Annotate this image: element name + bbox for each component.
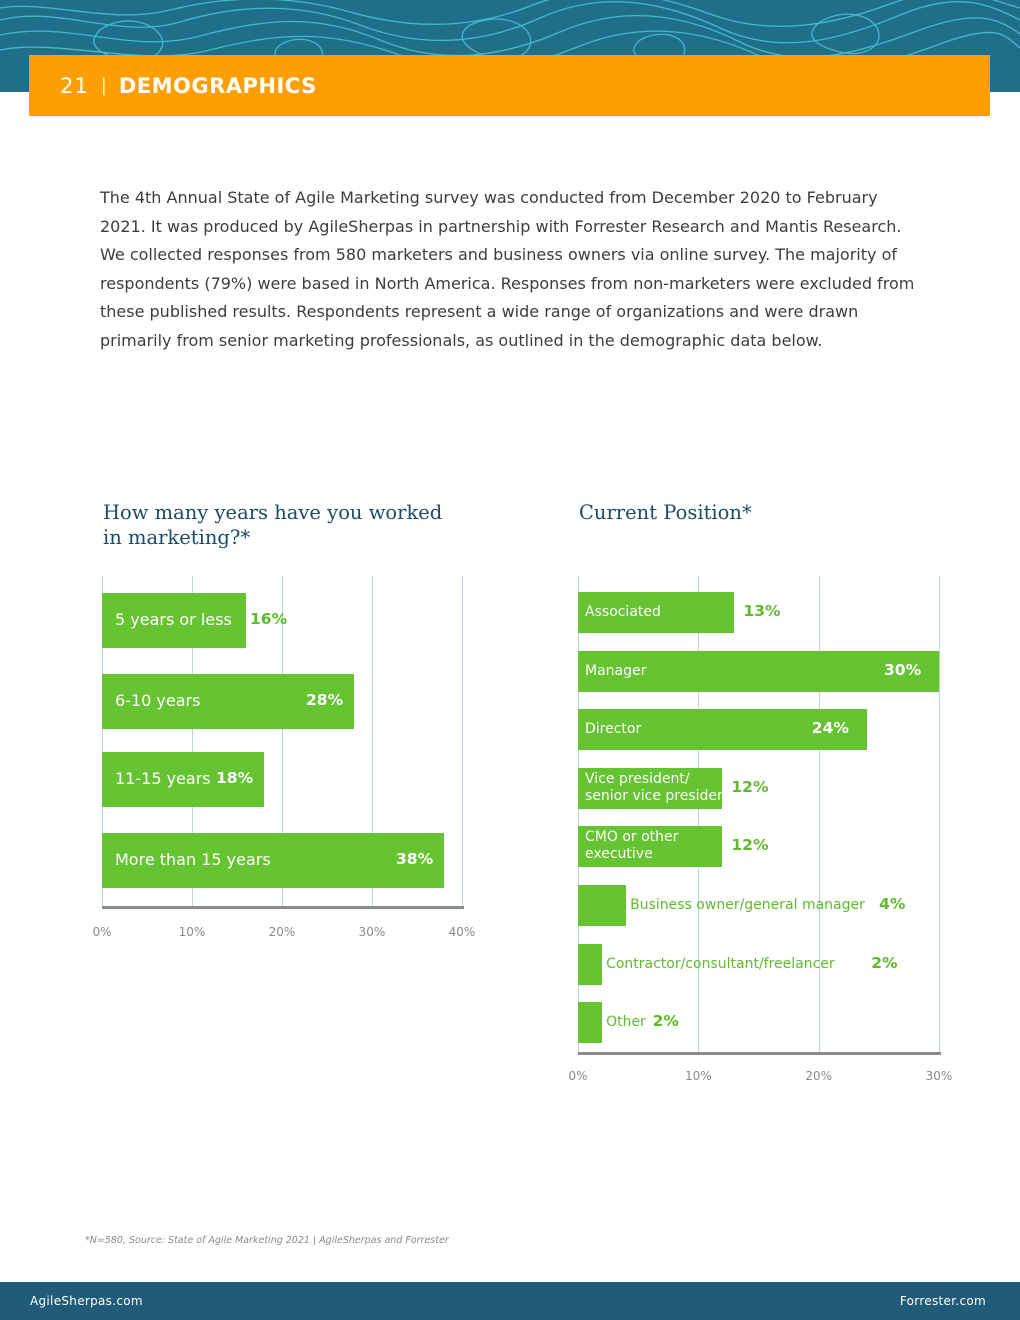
x-tick-label: 0% [92, 925, 112, 939]
bar-category-label-line: executive [585, 846, 653, 862]
bar [578, 944, 602, 985]
bar-value-label: 16% [250, 610, 288, 628]
bar [578, 1002, 602, 1043]
bar-category-label-line: Associated [585, 604, 661, 620]
bar-category-label: Business owner/general manager [630, 897, 865, 913]
gridline [819, 576, 820, 1052]
footer-right-link[interactable]: Forrester.com [899, 1294, 986, 1308]
bar-value-label: 4% [879, 895, 906, 913]
footer-left-link[interactable]: AgileSherpas.com [30, 1294, 143, 1308]
header-separator: | [100, 75, 107, 96]
intro-paragraph: The 4th Annual State of Agile Marketing survey was conducted from December 2020 to February 2021. It was produced by AgileSherpas in partnership with Forrester Research and Mantis Research. We collected responses from 580 marketers and business owners via online survey. The majority of respondents (79%) were based in North America. Responses from non-marketers were excluded from these published results. Respondents represent a wide range of organizations and were drawn primarily from senior marketing professionals, as outlined in the demographic data below. [100, 188, 915, 350]
page-number: 21 [60, 73, 89, 98]
bar-category-label-line: Vice president/ [585, 771, 690, 787]
gridline [462, 576, 463, 906]
years-in-marketing-chart [92, 576, 476, 939]
footer-bar [0, 1282, 1020, 1320]
x-tick-label: 30% [925, 1069, 953, 1083]
bar-value-label: 30% [884, 661, 922, 679]
bar-category-label-line: Manager [585, 663, 647, 679]
bar-category-label: Other [606, 1014, 646, 1030]
x-tick-label: 10% [178, 925, 206, 939]
bar-value-label: 24% [811, 719, 849, 737]
chart2-title: Current Position* [579, 501, 752, 524]
gridline [698, 576, 699, 1052]
section-title: DEMOGRAPHICS [118, 73, 317, 98]
chart1-title: How many years have you worked in marketing?* [103, 501, 443, 549]
bar-category-label: More than 15 years [115, 850, 271, 869]
bar-value-label: 12% [731, 836, 769, 854]
bar-category-label [585, 771, 731, 805]
bar-value-label: 38% [396, 850, 434, 868]
bar-value-label: 2% [652, 1012, 679, 1030]
x-tick-label: 40% [448, 925, 476, 939]
bar-category-label-line: CMO or other [585, 829, 679, 845]
bar-category-label: 5 years or less [115, 610, 232, 629]
footnote: *N=580, Source: State of Agile Marketing 2021 | AgileSherpas and Forrester [85, 1235, 449, 1246]
bar-category-label: 6-10 years [115, 691, 201, 710]
bar-category-label: Contractor/consultant/freelancer [606, 956, 835, 972]
bar-value-label: 13% [743, 602, 781, 620]
bar-category-label [585, 663, 646, 680]
bar-value-label: 12% [731, 778, 769, 796]
header-bar [29, 55, 990, 116]
current-position-chart [568, 576, 953, 1083]
bar-category-label [585, 829, 678, 863]
bar-category-label [585, 721, 641, 738]
x-tick-label: 10% [684, 1069, 712, 1083]
gridline [939, 576, 940, 1052]
x-tick-label: 20% [805, 1069, 832, 1083]
bar-category-label-line: Director [585, 721, 642, 737]
bar-value-label: 28% [306, 691, 344, 709]
bar-value-label: 18% [216, 769, 254, 787]
x-tick-label: 0% [568, 1069, 588, 1083]
x-tick-label: 30% [358, 925, 386, 939]
bar-category-label-line: senior vice president [585, 788, 732, 804]
bar-category-label [585, 604, 661, 621]
bar-value-label: 2% [871, 954, 898, 972]
bar [578, 885, 626, 926]
x-axis [102, 906, 464, 909]
bar-category-label: 11-15 years [115, 769, 211, 788]
x-axis [578, 1052, 941, 1055]
x-tick-label: 20% [268, 925, 296, 939]
